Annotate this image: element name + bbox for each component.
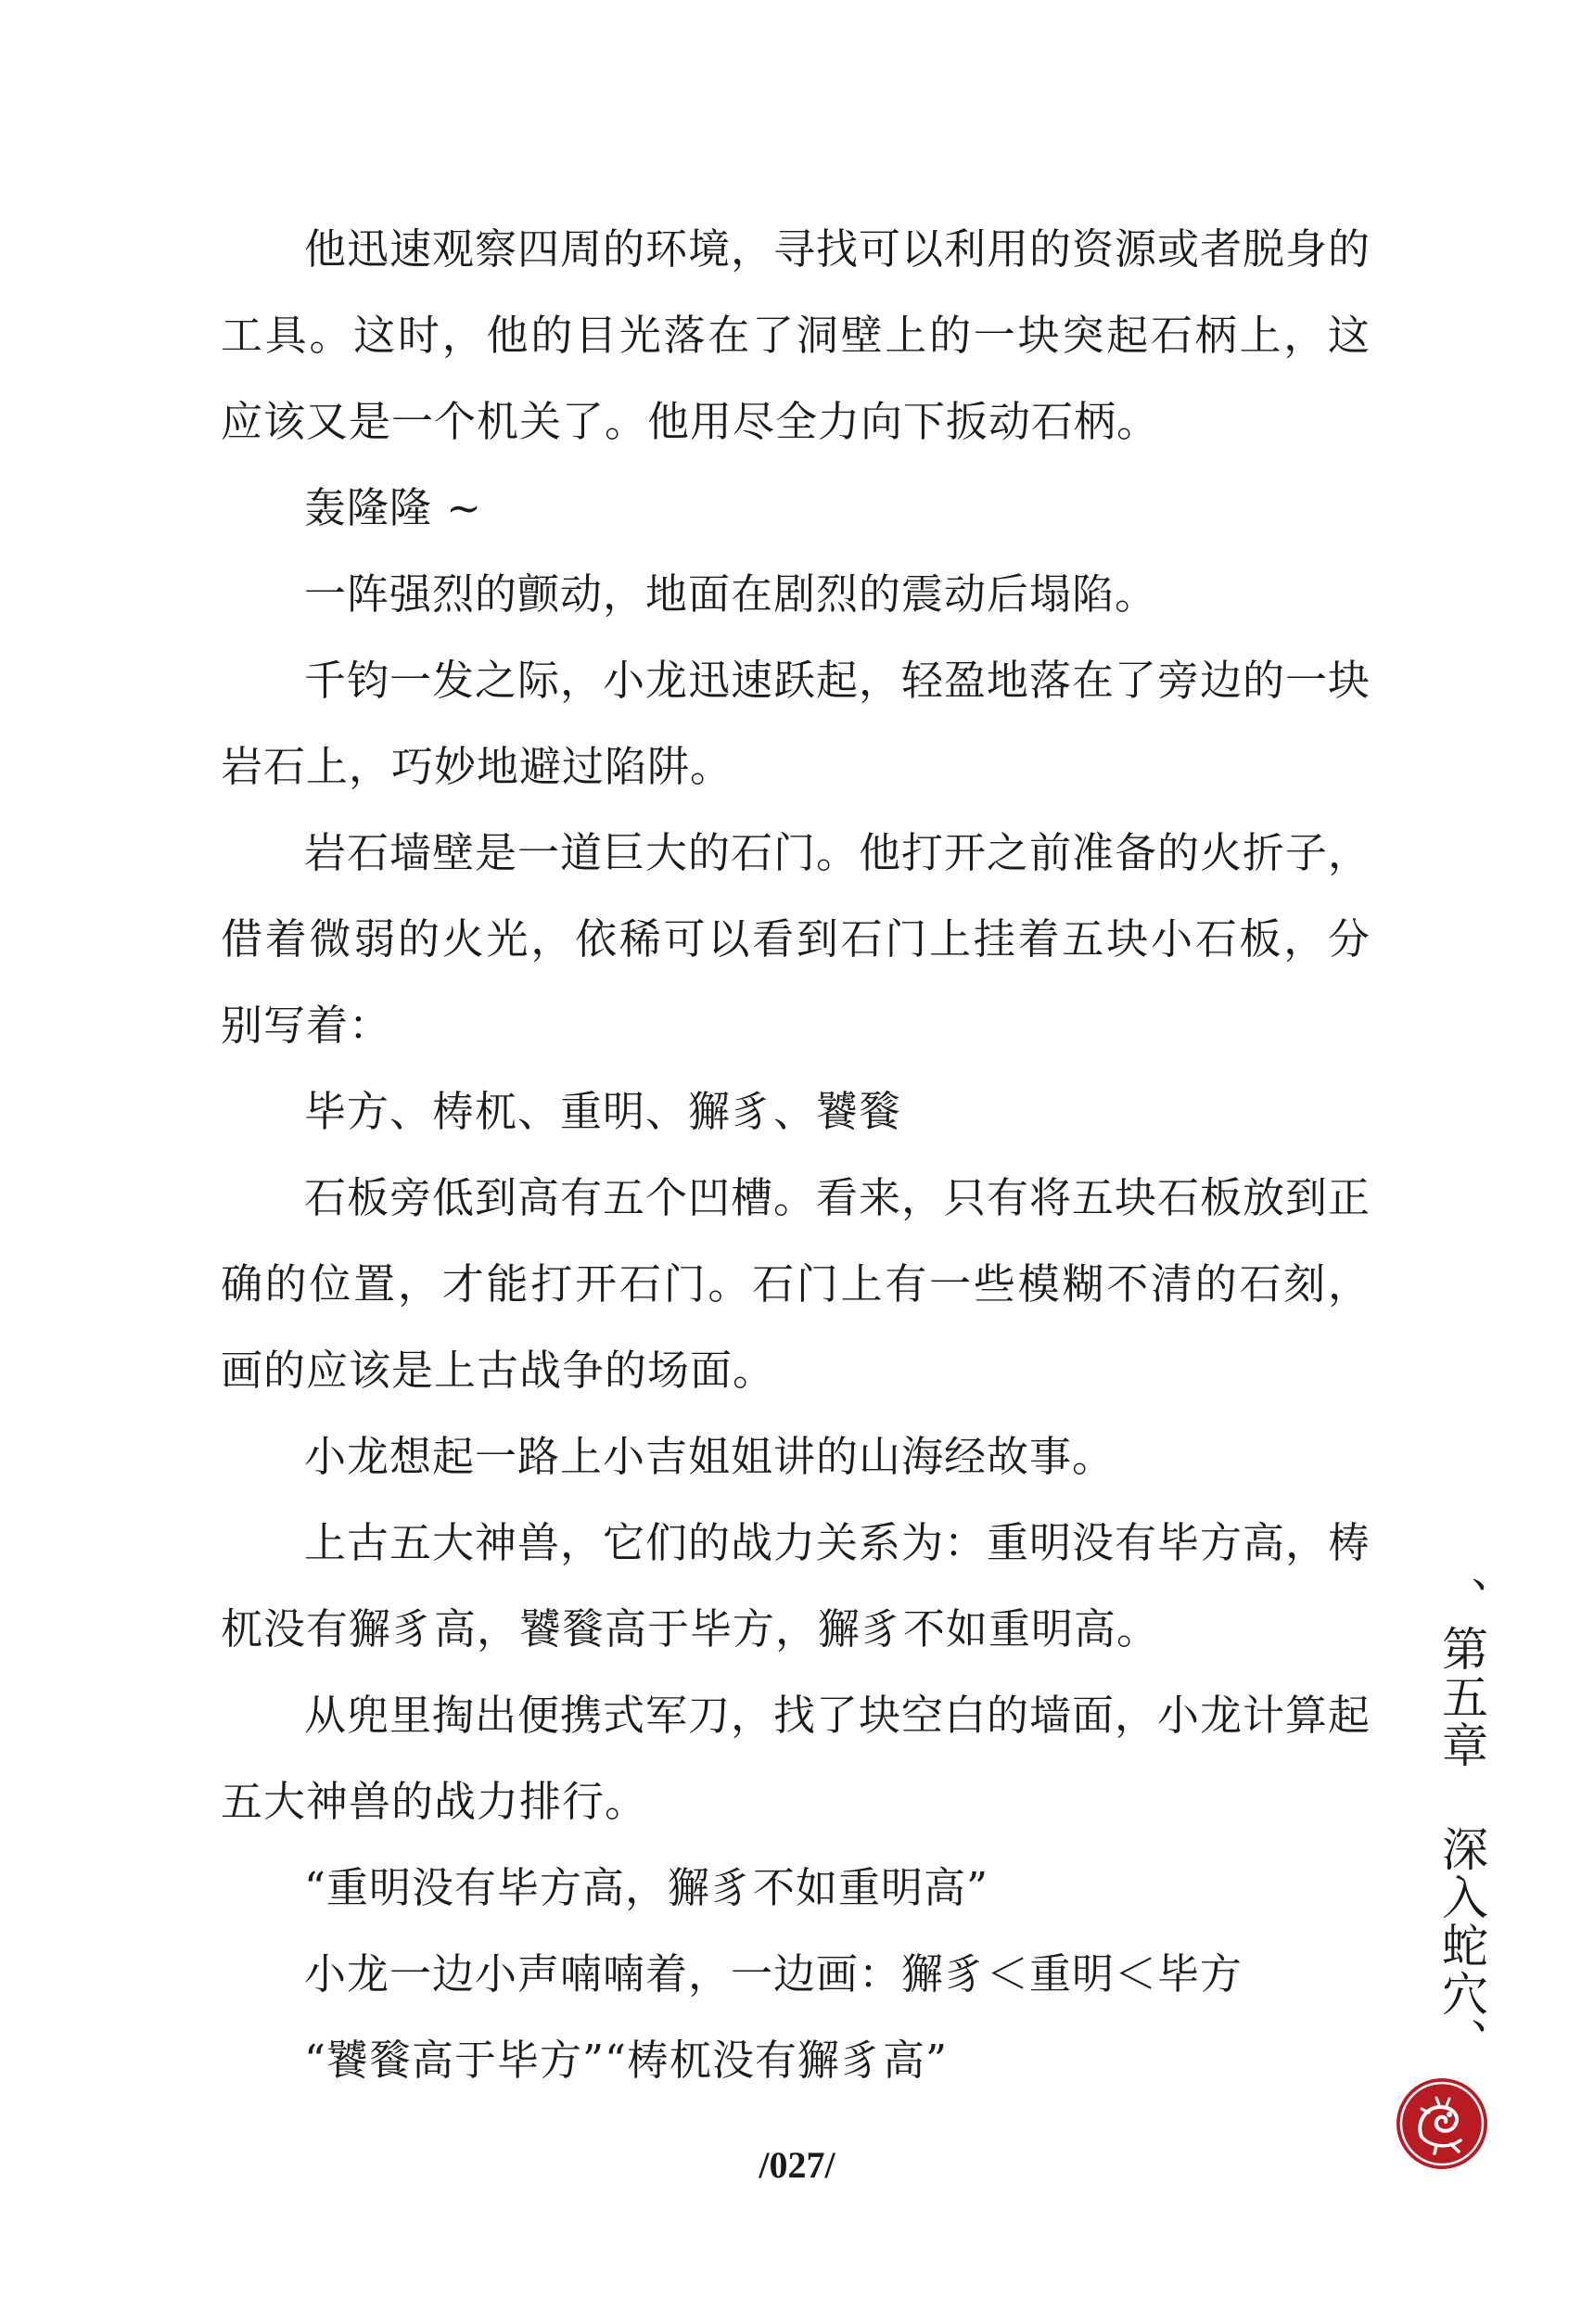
paragraph: “饕餮高于毕方”“梼杌没有獬豸高” xyxy=(304,2036,949,2085)
page-body xyxy=(221,206,1371,2103)
paragraph: 一阵强烈的颤动，地面在剧烈的震动后塌陷。 xyxy=(304,569,1158,619)
paragraph: 从兜里掏出便携式军刀，找了块空白的墙面，小龙计算起五大神兽的战力排行。 xyxy=(221,1691,1371,1826)
page-number: /027/ xyxy=(759,2144,835,2186)
paragraph: 上古五大神兽，它们的战力关系为：重明没有毕方高，梼杌没有獬豸高，饕餮高于毕方，獬豸不如重明高。 xyxy=(221,1518,1371,1654)
paragraph: 小龙想起一路上小吉姐姐讲的山海经故事。 xyxy=(304,1432,1116,1481)
paragraph: “重明没有毕方高，獬豸不如重明高” xyxy=(304,1863,989,1912)
paragraph: 轰隆隆 ~ xyxy=(304,483,483,532)
paragraph: 石板旁低到高有五个凹槽。看来，只有将五块石板放到正确的位置，才能打开石门。石门上有一些模糊不清的石刻，画的应该是上古战争的场面。 xyxy=(221,1173,1371,1395)
paragraph: 岩石墙壁是一道巨大的石门。他打开之前准备的火折子，借着微弱的火光，依稀可以看到石门上挂着五块小石板，分别写着： xyxy=(221,828,1371,1050)
chapter-title: 、第五章 深入蛇穴、 xyxy=(1435,1577,1488,2066)
paragraph: 他迅速观察四周的环境，寻找可以利用的资源或者脱身的工具。这时，他的目光落在了洞壁上的一块突起石柄上，这应该又是一个机关了。他用尽全力向下扳动石柄。 xyxy=(221,224,1371,446)
paragraph: 小龙一边小声喃喃着，一边画：獬豸＜重明＜毕方 xyxy=(304,1949,1243,1998)
paragraph: 毕方、梼杌、重明、獬豸、饕餮 xyxy=(304,1087,902,1136)
paragraph: 千钧一发之际，小龙迅速跃起，轻盈地落在了旁边的一块岩石上，巧妙地避过陷阱。 xyxy=(221,656,1371,791)
